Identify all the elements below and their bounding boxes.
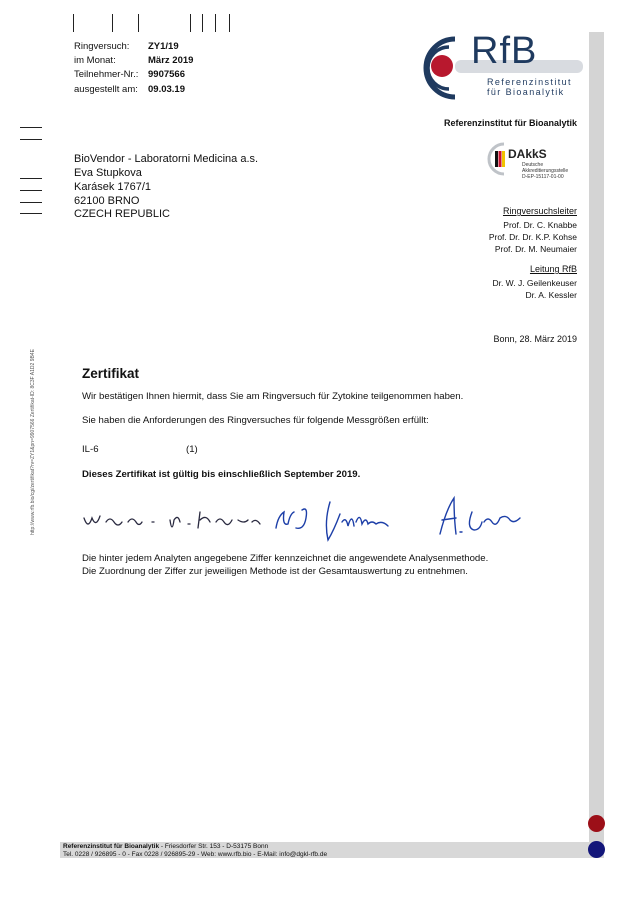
dakks-name: DAkkS: [508, 147, 547, 161]
vertical-verification-text: http://www.rfb.bio/cgi/zertifikat?rv=ZY1&pn=9907566 Zertifikat-ID: 8C3F A1D2 9B4E: [30, 349, 36, 535]
dakks-line-1: Deutsche: [522, 162, 544, 168]
fold-mark: [112, 14, 113, 32]
certificate-line-1: Wir bestätigen Ihnen hiermit, dass Sie am Ringversuch für Zytokine teilgenommen haben.: [82, 391, 464, 402]
ringversuchsleiter-name: Prof. Dr. Dr. K.P. Kohse: [488, 232, 577, 242]
address-line-1: BioVendor - Laboratorni Medicina a.s.: [74, 153, 259, 165]
footer-line-2: Tel. 0228 / 926895 - 0 - Fax 0228 / 926895-29 - Web: www.rfb.bio - E-Mail: info@dgkl-rfb.de: [63, 851, 328, 858]
leitung-heading: Leitung RfB: [529, 264, 577, 274]
rfb-logo: [409, 30, 585, 103]
method-note-2: Die Zuordnung der Ziffer zur jeweiligen Methode ist der Gesamtauswertung zu entnehmen.: [82, 566, 468, 577]
logo-wordmark: RfB: [471, 30, 538, 72]
certificate-title: Zertifikat: [82, 366, 140, 381]
certificate-validity: Dieses Zertifikat ist gültig bis einschließlich September 2019.: [82, 469, 361, 480]
certificate-line-2: Sie haben die Anforderungen des Ringversuches für folgende Messgrößen erfüllt:: [82, 415, 429, 426]
logo-red-dot: [431, 55, 453, 77]
analyte-name: IL-6: [82, 444, 99, 455]
footer-line-1: Referenzinstitut für Bioanalytik - Friesdorfer Str. 153 - D-53175 Bonn: [63, 843, 269, 850]
dakks-line-3: D-EP-15117-01-00: [522, 174, 564, 180]
dakks-emblem: [486, 142, 510, 176]
dakks-logo: [486, 142, 578, 184]
fold-mark: [229, 14, 230, 32]
margin-mark: [20, 213, 42, 214]
margin-mark: [20, 127, 42, 128]
header-row-monat: im Monat: März 2019: [74, 55, 194, 66]
signature-kessler: [440, 498, 520, 534]
blue-dot-marker: [588, 841, 605, 858]
logo-subtitle-1: Referenzinstitut: [487, 77, 572, 87]
ringversuchsleiter-name: Prof. Dr. M. Neumaier: [494, 244, 577, 254]
address-line-5: CZECH REPUBLIC: [74, 208, 170, 220]
signature-kohse: [84, 512, 260, 528]
analyte-method: (1): [186, 444, 198, 455]
logo-subtitle-2: für Bioanalytik: [487, 87, 565, 97]
red-dot-marker: [588, 815, 605, 832]
header-row-ringversuch: Ringversuch: ZY1/19: [74, 41, 179, 52]
date-place: Bonn, 28. März 2019: [493, 334, 577, 344]
fold-mark: [73, 14, 74, 32]
dakks-line-2: Akkreditierungsstelle: [522, 168, 569, 174]
address-line-2: Eva Stupkova: [74, 167, 142, 179]
margin-mark: [20, 190, 42, 191]
right-sidebar-band: [589, 32, 604, 844]
leitung-name: Dr. A. Kessler: [525, 290, 577, 300]
signature-geilenkeuser: [276, 502, 388, 540]
margin-mark: [20, 139, 42, 140]
fold-mark: [190, 14, 191, 32]
header-row-teilnehmer: Teilnehmer-Nr.: 9907566: [74, 69, 185, 80]
fold-mark: [202, 14, 203, 32]
margin-mark: [20, 178, 42, 179]
signatures: [80, 494, 540, 552]
ringversuchsleiter-heading: Ringversuchsleiter: [502, 206, 577, 216]
fold-mark: [138, 14, 139, 32]
ringversuchsleiter-name: Prof. Dr. C. Knabbe: [503, 220, 577, 230]
leitung-name: Dr. W. J. Geilenkeuser: [492, 278, 577, 288]
header-row-ausgestellt: ausgestellt am: 09.03.19: [74, 84, 185, 95]
method-note-1: Die hinter jedem Analyten angegebene Ziffer kennzeichnet die angewendete Analysenmethode.: [82, 553, 489, 564]
institute-title: Referenzinstitut für Bioanalytik: [443, 118, 577, 128]
margin-mark: [20, 202, 42, 203]
fold-mark: [215, 14, 216, 32]
address-line-3: Karásek 1767/1: [74, 181, 152, 193]
address-line-4: 62100 BRNO: [74, 195, 140, 207]
